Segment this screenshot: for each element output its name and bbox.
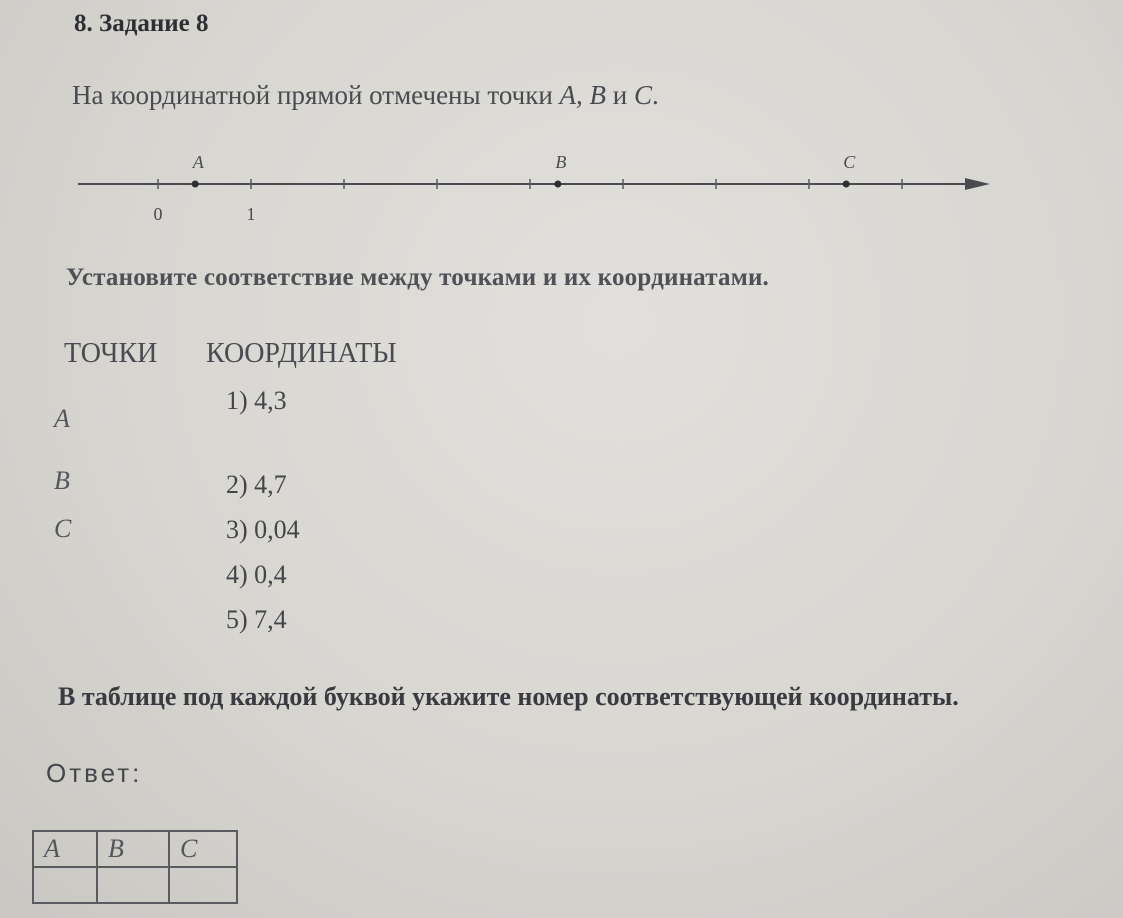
point-label-b: B: [54, 466, 70, 495]
answer-label: Ответ:: [46, 758, 143, 788]
answer-table: [32, 830, 238, 904]
answer-cell-c[interactable]: [169, 867, 237, 903]
answer-header-b: B: [97, 831, 169, 867]
coordinate-option-1: 1) 4,3: [226, 386, 287, 415]
statement-prefix: На координатной прямой отмечены точки: [72, 80, 560, 110]
statement-last-point: C: [633, 80, 652, 110]
statement-and: и: [606, 80, 634, 110]
point-a-marker: [192, 181, 199, 188]
answer-cell-b[interactable]: [97, 867, 169, 903]
footer-instruction: В таблице под каждой буквой укажите номер соответствующей координаты.: [58, 682, 959, 711]
point-c-label: C: [843, 152, 856, 172]
coordinate-line: [0, 140, 1123, 240]
point-a-label: A: [192, 152, 204, 172]
axis-arrow-icon: [965, 178, 990, 190]
answer-header-row: [33, 831, 237, 867]
tick-label-0: 0: [153, 204, 163, 224]
point-group: [192, 152, 856, 188]
task-statement: [72, 80, 659, 111]
coordinate-option-5: 5) 7,4: [226, 605, 287, 634]
point-label-c: C: [54, 514, 72, 543]
statement-points: A, B: [559, 80, 607, 110]
statement-end: .: [652, 80, 659, 110]
points-header: ТОЧКИ: [64, 338, 158, 369]
point-c-marker: [843, 181, 850, 188]
answer-header-a: A: [33, 831, 97, 867]
answer-header-c: C: [169, 831, 237, 867]
point-b-label: B: [555, 152, 567, 172]
answer-cell-a[interactable]: [33, 867, 97, 903]
task-title: 8. Задание 8: [74, 10, 209, 37]
answer-input-row: [33, 867, 237, 903]
point-b-marker: [554, 181, 561, 188]
coordinate-option-4: 4) 0,4: [226, 560, 287, 589]
instruction-text: Установите соответствие между точками и их координатами.: [66, 264, 769, 291]
point-label-a: A: [54, 404, 70, 433]
tick-label-1: 1: [246, 204, 256, 224]
coordinate-option-3: 3) 0,04: [226, 515, 300, 544]
coordinate-option-2: 2) 4,7: [226, 470, 287, 499]
coords-header: КООРДИНАТЫ: [206, 338, 397, 369]
